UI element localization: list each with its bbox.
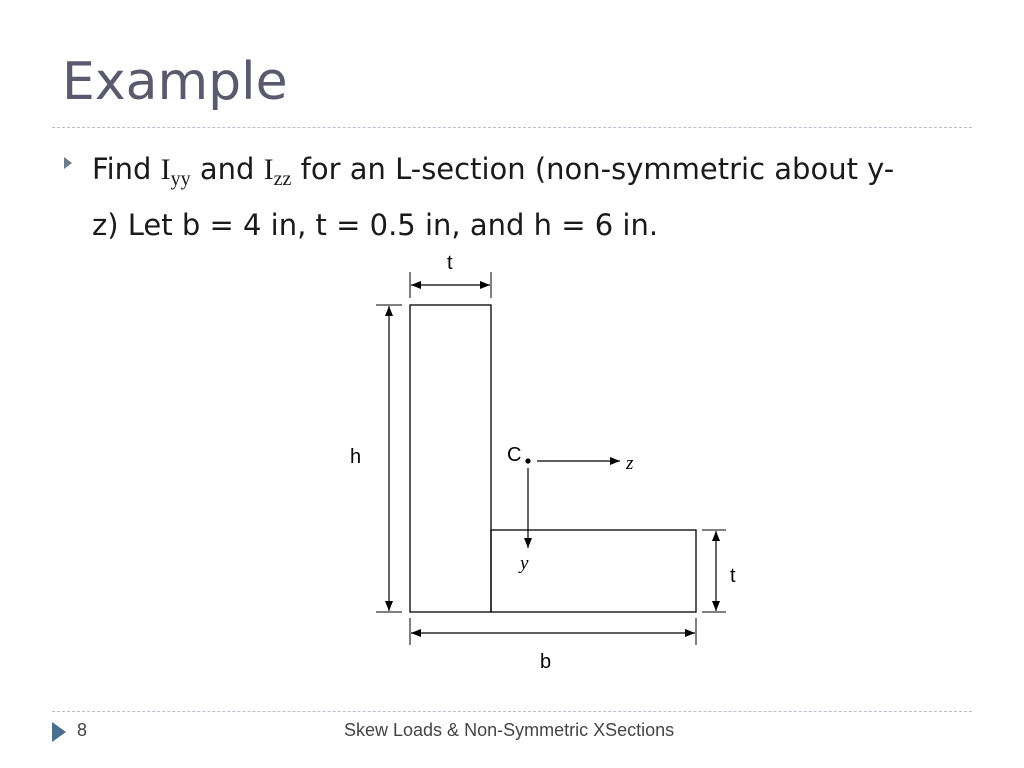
label-c: C xyxy=(507,444,522,466)
label-t-right: t xyxy=(730,565,736,587)
label-b: b xyxy=(540,651,552,673)
label-y: y xyxy=(520,553,529,574)
footer-title: Skew Loads & Non-Symmetric XSections xyxy=(344,720,675,740)
footer-arrow-icon xyxy=(52,722,66,742)
page-number: 8 xyxy=(77,720,88,740)
slide-title: Example xyxy=(62,52,288,112)
izz-symbol: $I_{zz}$ xyxy=(263,153,292,190)
iyy-symbol: $I_{yy}$ xyxy=(160,153,191,190)
footer-divider xyxy=(52,711,972,712)
centroid-dot xyxy=(525,458,530,463)
bullet-line1-rest: for an L-section (non-symmetric about y- xyxy=(300,152,895,186)
bullet-line2: z) Let b = 4 in, t = 0.5 in, and h = 6 in. xyxy=(92,208,659,242)
vertical-flange xyxy=(410,305,491,612)
find-word: Find xyxy=(92,152,152,186)
label-z: z xyxy=(626,453,634,474)
label-h: h xyxy=(350,446,362,468)
label-t-top: t xyxy=(447,252,453,274)
and-word: and xyxy=(199,152,255,186)
